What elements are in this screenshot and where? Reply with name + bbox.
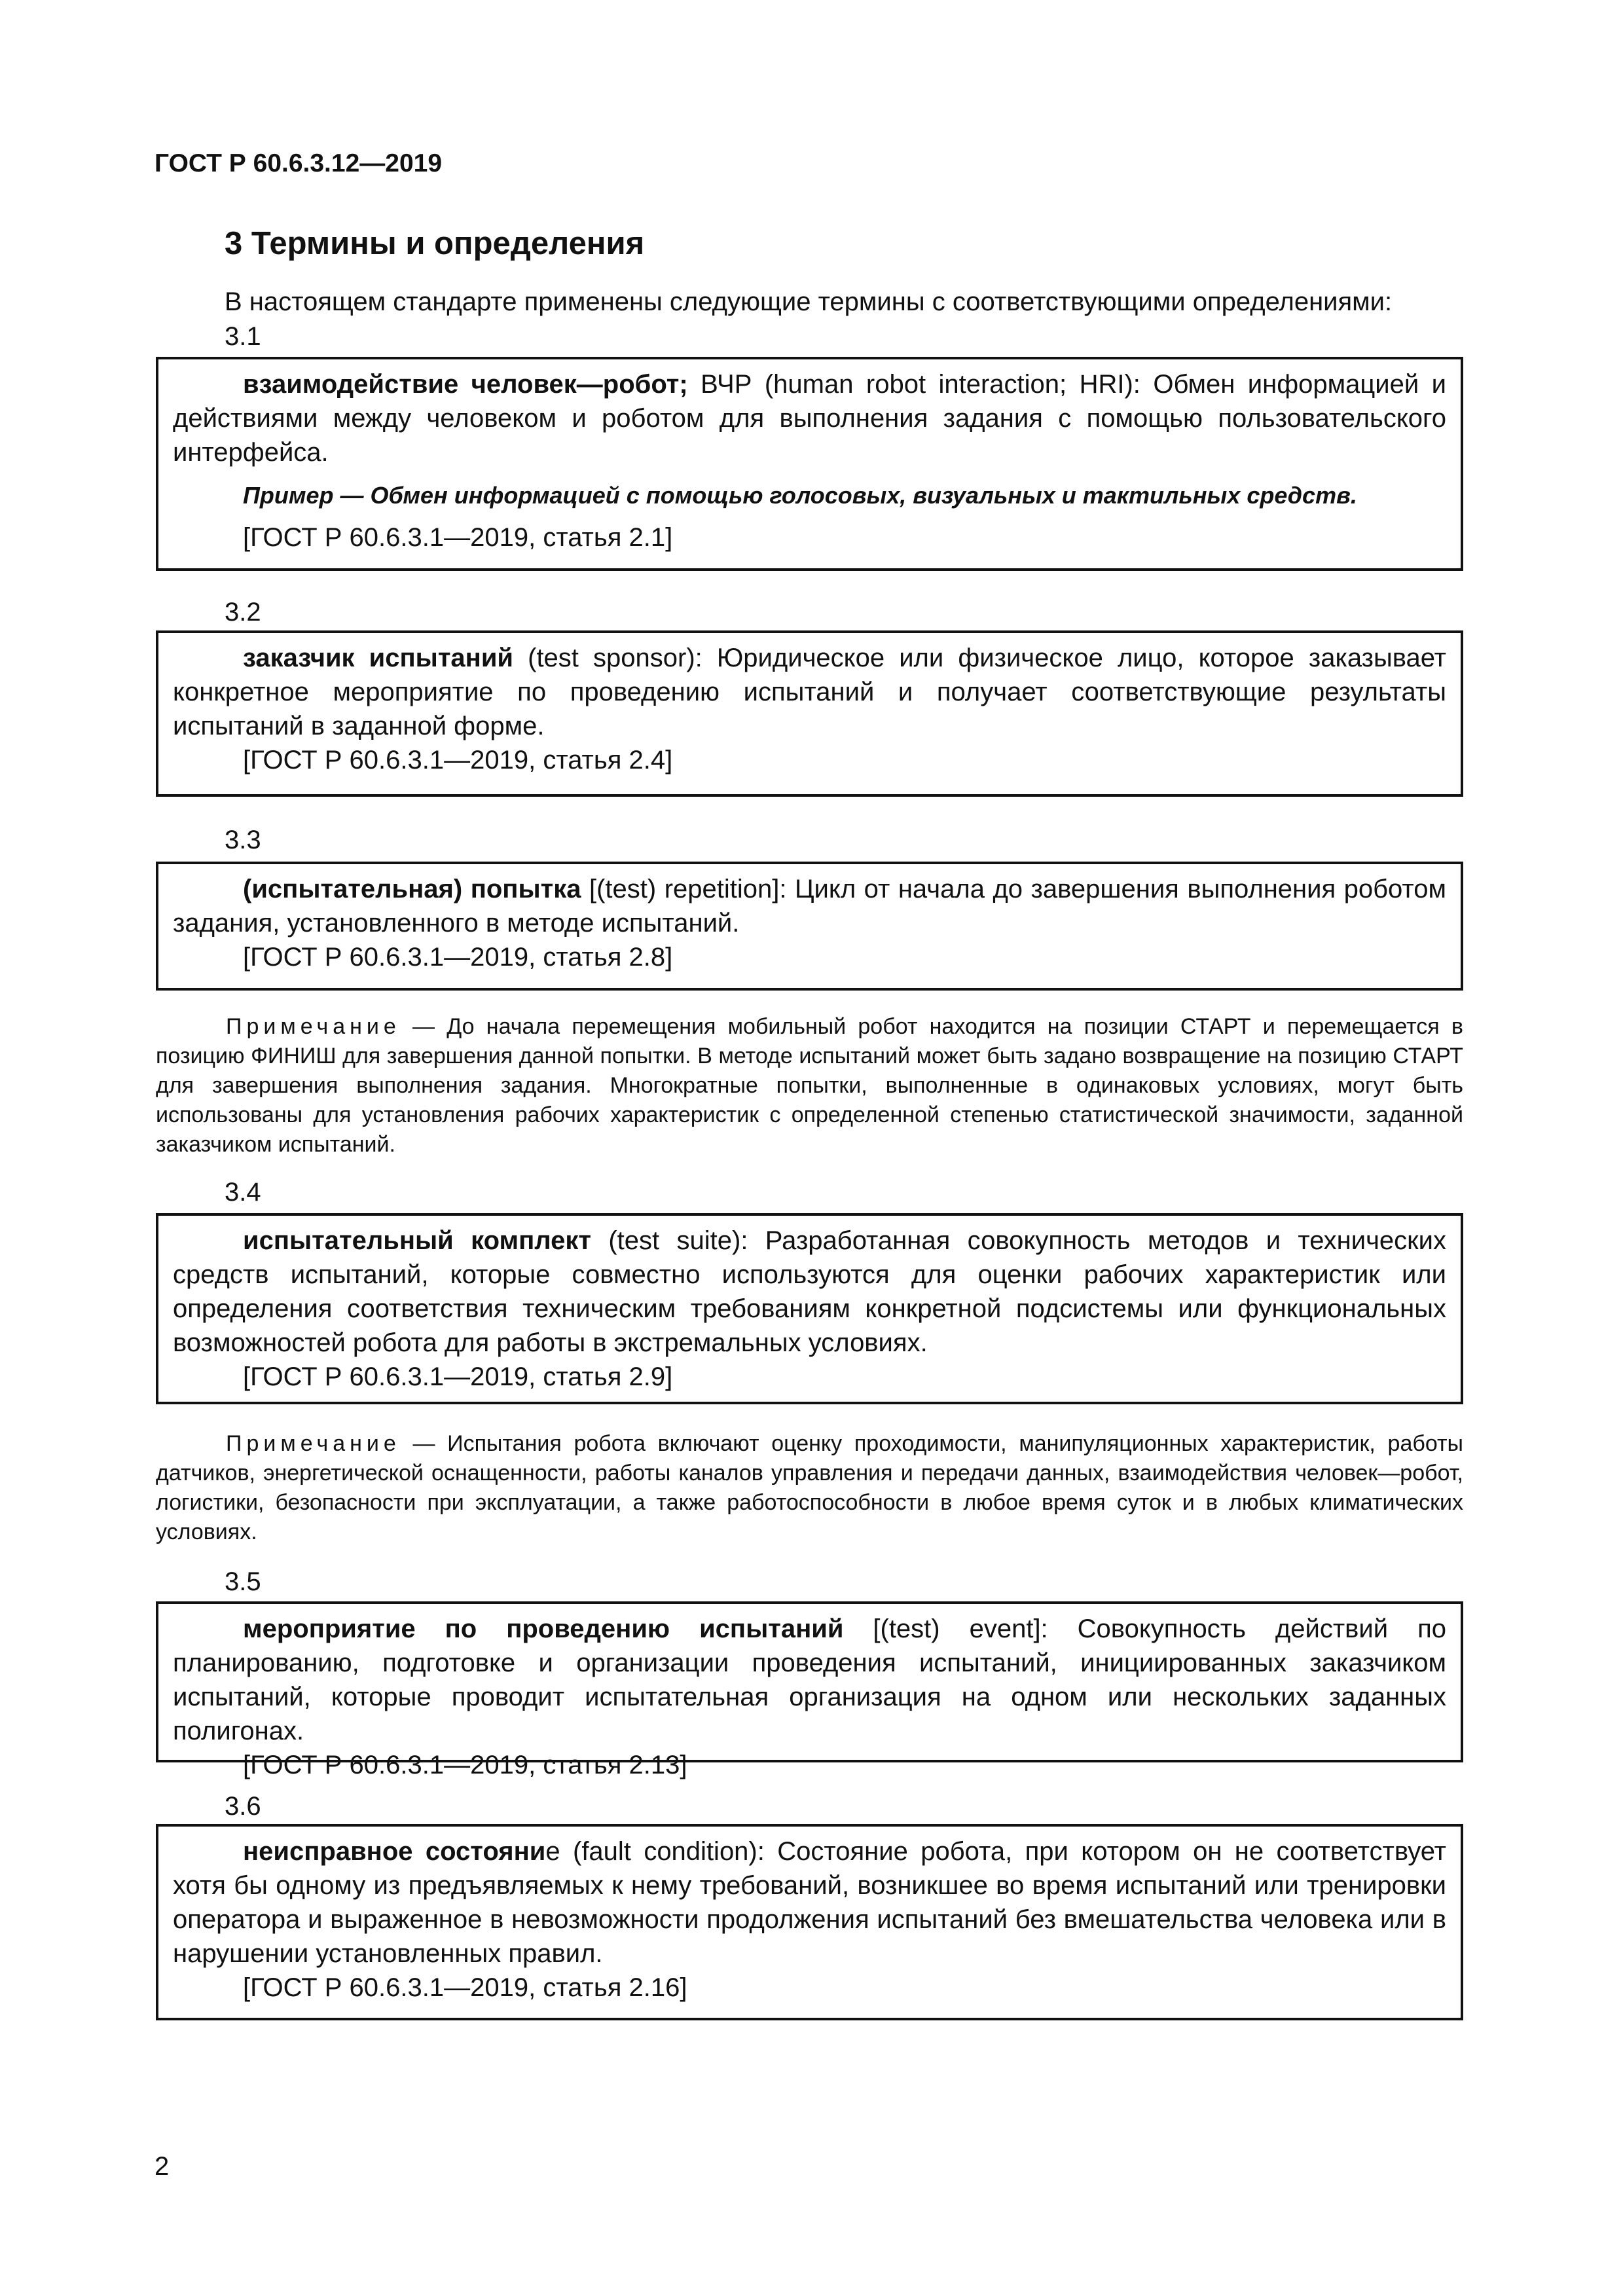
term-definition (173, 1224, 1446, 1360)
term-name: (испытательная) попытка (243, 875, 581, 903)
term-number: 3.4 (225, 1178, 261, 1207)
term-definition (173, 641, 1446, 743)
term-definition-text: (test suite): Разработанная совокупность методов и технических средств испытаний, которые совместно используются для оценки рабочих характеристик или определения соответствия техническим требованиям конкретной подсистемы или функциональных возможностей робота для работы в экстремальных условиях. (173, 1226, 1446, 1357)
term-reference: [ГОСТ Р 60.6.3.1—2019, статья 2.4] (243, 746, 673, 774)
term-definition-text: [(test) repetition]: Цикл от начала до завершения выполнения роботом задания, установленного в методе испытаний. (173, 875, 1446, 938)
term-number: 3.2 (225, 598, 261, 627)
term-name: неисправное состояни (243, 1837, 546, 1866)
note-text: — До начала перемещения мобильный робот находится на позиции СТАРТ и перемещается в позицию ФИНИШ для завершения данной попытки. В методе испытаний может быть задано возвращение на позицию СТАРТ для завершения выполнения задания. Многократные попытки, выполненные в одинаковых условиях, могут быть использованы для установления рабочих характеристик с определенной степенью статистической значимости, заданной заказчиком испытаний. (156, 1014, 1463, 1157)
section-title: 3 Термины и определения (225, 226, 645, 261)
term-definition (173, 367, 1446, 469)
term-name-tail: е (545, 1837, 560, 1866)
term-definition (173, 1612, 1446, 1748)
term-definition-text: ВЧР (human robot interaction; HRI): Обмен информацией и действиями между человеком и роботом для выполнения задания с помощью пользовательского интерфейса. (173, 370, 1446, 467)
term-definition (173, 872, 1446, 940)
term-number: 3.1 (225, 322, 261, 351)
term-box (156, 1213, 1463, 1404)
term-definition-text: (fault condition): Состояние робота, при котором он не соответствует хотя бы одному из предъявляемых к нему требований, возникшее во время испытаний или тренировки оператора и выраженное в невозможности продолжения испытаний без вмешательства человека или в нарушении установленных правил. (173, 1837, 1446, 1968)
term-definition (173, 1834, 1446, 1971)
note-label: Примечание (226, 1431, 401, 1456)
term-box (156, 1601, 1463, 1779)
term-reference: [ГОСТ Р 60.6.3.1—2019, статья 2.16] (243, 1973, 687, 2002)
term-box (156, 1824, 1463, 2020)
term-reference: [ГОСТ Р 60.6.3.1—2019, статья 2.1] (243, 523, 673, 552)
term-box (156, 357, 1463, 571)
note (156, 1012, 1463, 1159)
term-box (156, 630, 1463, 797)
term-number: 3.3 (225, 826, 261, 854)
term-number: 3.6 (225, 1792, 261, 1821)
term-name: испытательный комплект (243, 1226, 591, 1255)
term-example: Пример — Обмен информацией с помощью голосовых, визуальных и тактильных средств. (243, 482, 1357, 509)
term-box (156, 862, 1463, 991)
note-text: — Испытания робота включают оценку проходимости, манипуляционных характеристик, работы датчиков, энергетической оснащенности, работы каналов управления и передачи данных, взаимодействия человек—робот, логистики, безопасности при эксплуатации, а также работоспособности в любое время суток и в любых климатических условиях. (156, 1431, 1463, 1544)
term-reference: [ГОСТ Р 60.6.3.1—2019, статья 2.9] (243, 1362, 673, 1391)
term-name: заказчик испытаний (243, 644, 513, 672)
term-definition-text: (test sponsor): Юридическое или физическое лицо, которое заказывает конкретное мероприятие по проведению испытаний и получает соответствующие результаты испытаний в заданной форме. (173, 644, 1446, 740)
section-intro: В настоящем стандарте применены следующие термины с соответствующими определениями: (225, 287, 1393, 316)
term-definition-text: [(test) event]: Совокупность действий по планированию, подготовке и организации проведения испытаний, инициированных заказчиком испытаний, которые проводит испытательная организация на одном или нескольких заданных полигонах. (173, 1614, 1446, 1745)
page-number: 2 (155, 2152, 170, 2181)
note (156, 1429, 1463, 1547)
note-label: Примечание (226, 1014, 401, 1039)
term-name: мероприятие по проведению испытаний (243, 1614, 844, 1643)
document-header-id: ГОСТ Р 60.6.3.12—2019 (155, 149, 443, 177)
term-number: 3.5 (225, 1567, 261, 1596)
term-reference: [ГОСТ Р 60.6.3.1—2019, статья 2.13] (243, 1751, 687, 1779)
term-name: взаимодействие человек—робот; (243, 370, 688, 399)
term-reference: [ГОСТ Р 60.6.3.1—2019, статья 2.8] (243, 943, 673, 972)
